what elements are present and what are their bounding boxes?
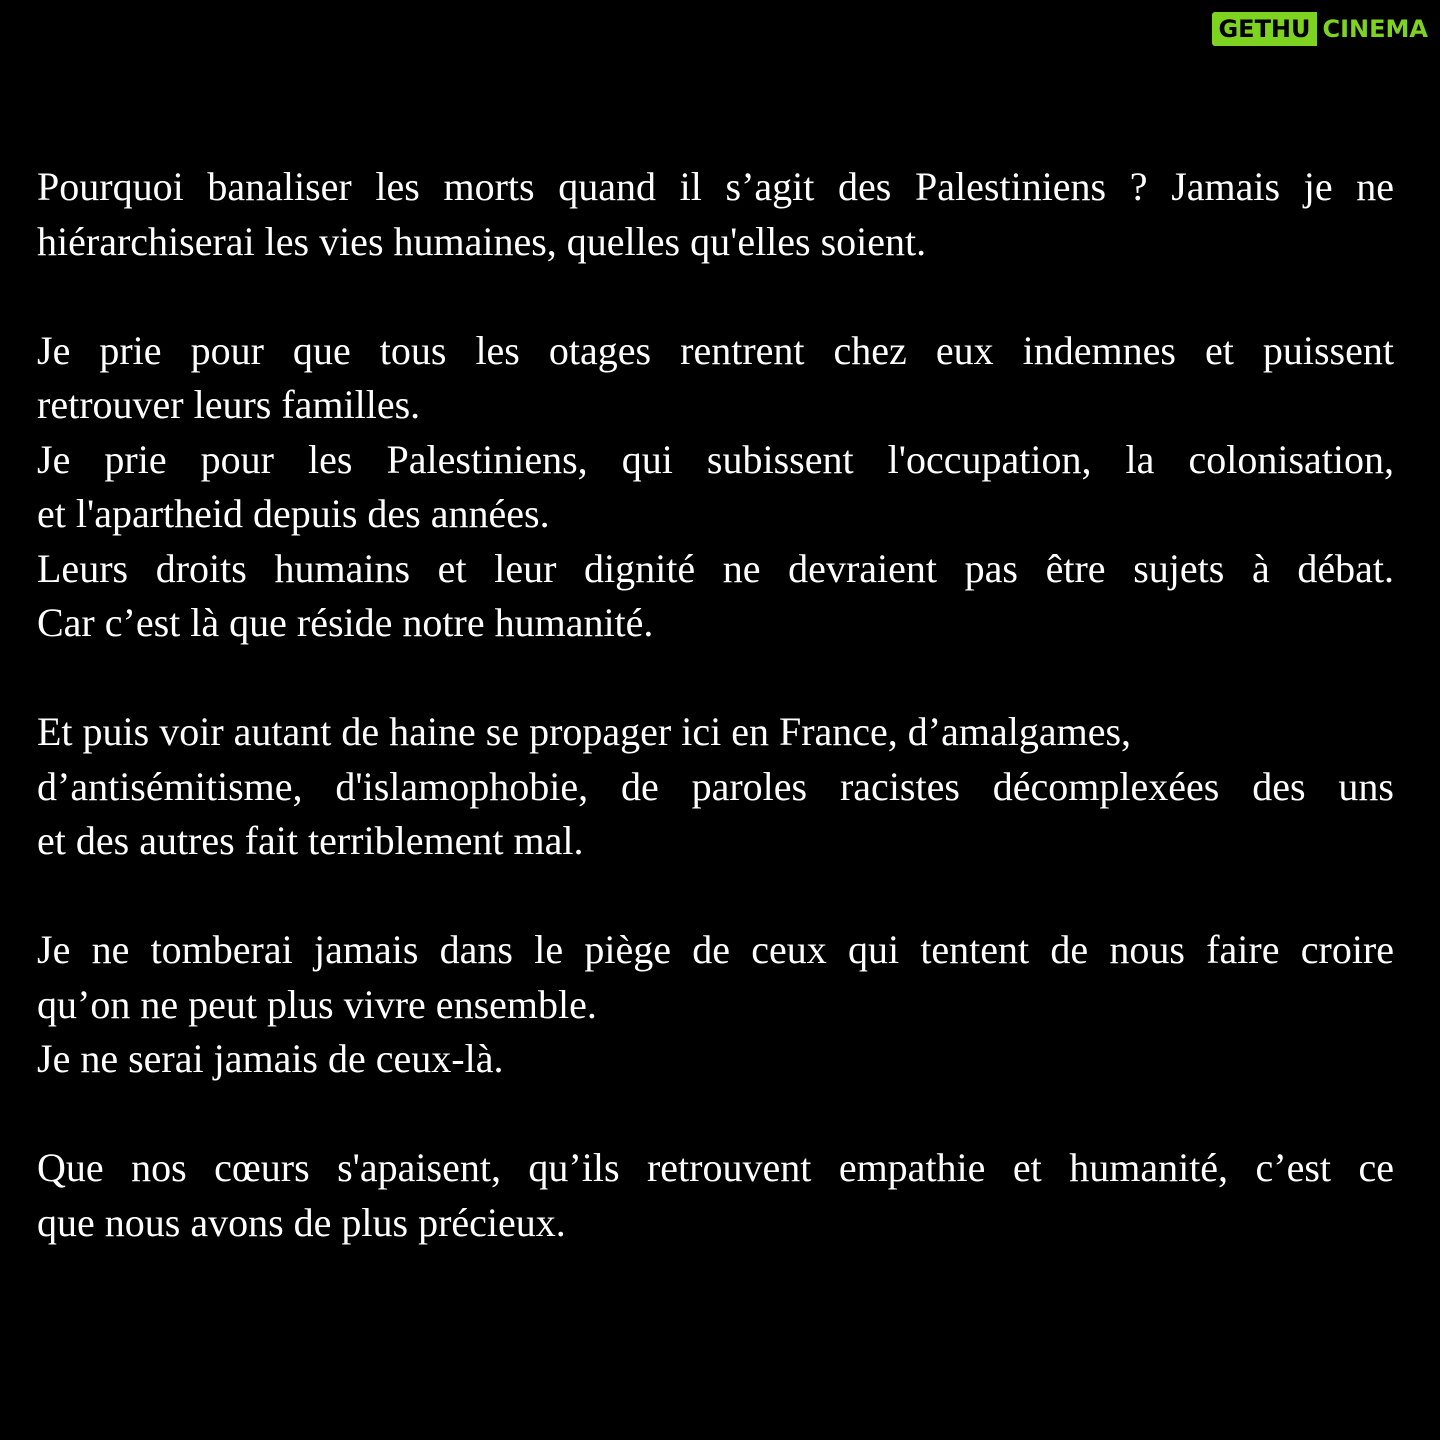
logo-text-cinema: CINEMA [1322, 15, 1428, 43]
text-line: qu’on ne peut plus vivre ensemble. [37, 981, 597, 1027]
text-line: Et puis voir autant de haine se propager ici en France, d’amalgames, [37, 709, 1132, 754]
text-line: et des autres fait terriblement mal. [37, 818, 584, 863]
text-line: Que nos cœurs s'apaisent, qu’ils retrouvent empathie et humanité, c’est ce [37, 1145, 1394, 1190]
text-line: Car c’est là que réside notre humanité. [37, 600, 654, 645]
text-line: Je prie pour les Palestiniens, qui subissent l'occupation, la colonisation, [37, 436, 1394, 482]
paragraph-2 [37, 324, 1394, 651]
text-line: et l'apartheid depuis des années. [37, 491, 550, 536]
logo-text-gethu: GETHU [1212, 12, 1316, 46]
text-line: Pourquoi banaliser les morts quand il s’agit des Palestiniens ? Jamais je ne [37, 164, 1394, 209]
paragraph-4 [37, 923, 1394, 1087]
paragraph-1 [37, 160, 1394, 269]
text-line: d’antisémitisme, d'islamophobie, de paroles racistes décomplexées des uns [37, 763, 1394, 809]
text-line: Je ne serai jamais de ceux-là. [37, 1036, 504, 1081]
text-line: Leurs droits humains et leur dignité ne devraient pas être sujets à débat. [37, 545, 1394, 591]
statement-text [37, 160, 1394, 1250]
text-line: Je prie pour que tous les otages rentrent chez eux indemnes et puissent [37, 327, 1394, 373]
text-line: Je ne tomberai jamais dans le piège de ceux qui tentent de nous faire croire [37, 927, 1394, 972]
text-line: retrouver leurs familles. [37, 382, 421, 427]
paragraph-5 [37, 1141, 1394, 1250]
gethu-cinema-logo [1212, 12, 1432, 46]
paragraph-3 [37, 705, 1394, 869]
text-line: que nous avons de plus précieux. [37, 1199, 566, 1245]
text-line: hiérarchiserai les vies humaines, quelles qu'elles soient. [37, 218, 927, 264]
